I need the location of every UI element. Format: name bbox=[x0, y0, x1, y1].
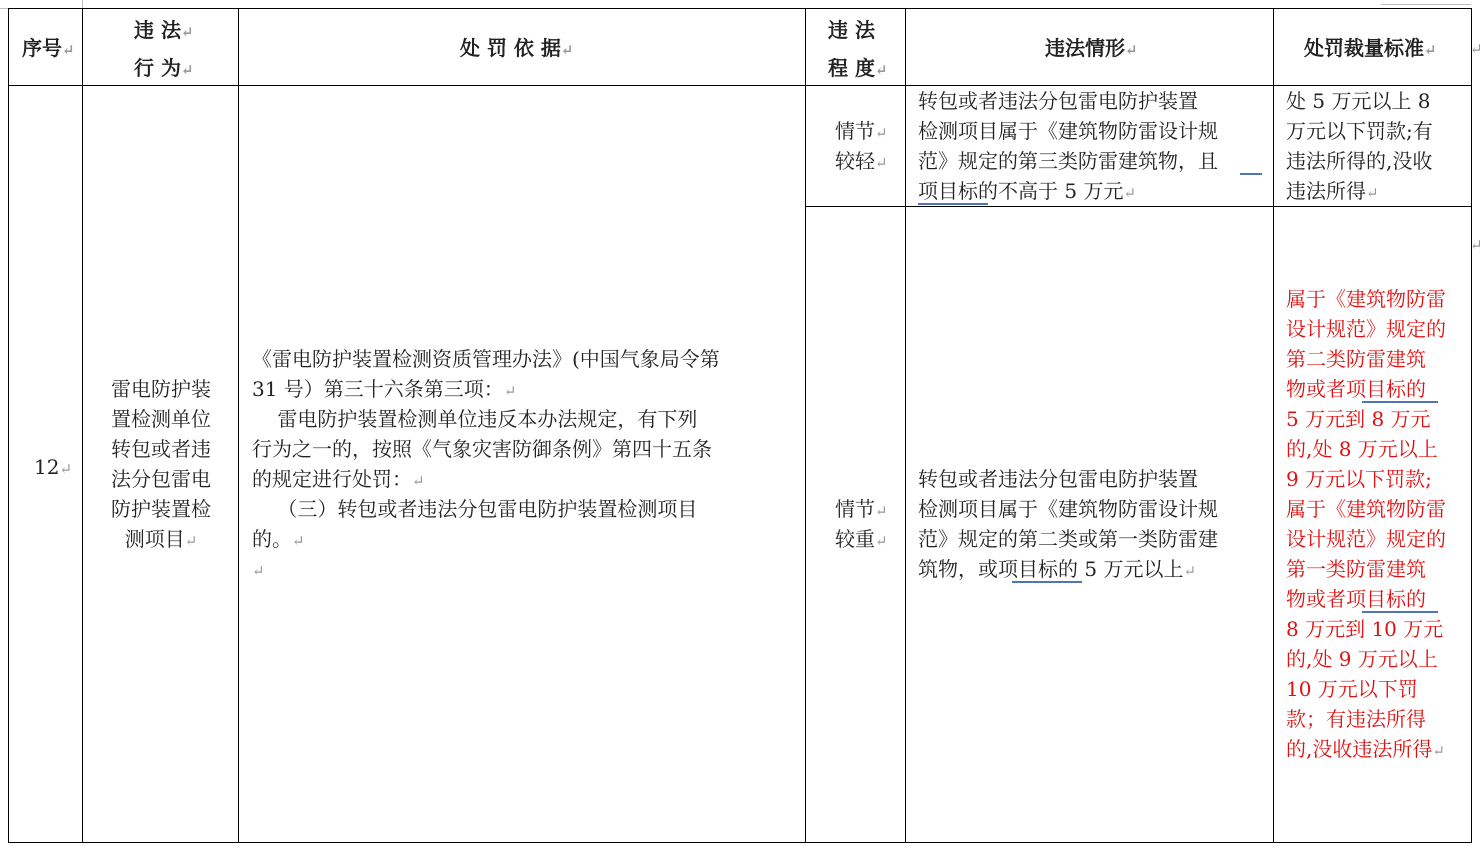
underline-mark bbox=[918, 203, 988, 205]
standard-serious-line: 第一类防雷建筑 bbox=[1286, 557, 1426, 581]
standard-serious-line: 的,处 8 万元以上 bbox=[1286, 437, 1438, 461]
basis-line: （三）转包或者违法分包雷电防护装置检测项目 bbox=[252, 497, 698, 521]
row-act-line: 防护装置检 bbox=[111, 497, 211, 521]
header-seq: 序号↵ bbox=[22, 36, 75, 60]
standard-serious-line: 的,没收违法所得↵ bbox=[1286, 737, 1445, 761]
row-act-line: 法分包雷电 bbox=[111, 467, 211, 491]
row-act-line: 置检测单位 bbox=[111, 407, 211, 431]
header-degree-line1: 违 法 bbox=[828, 18, 875, 42]
row-act-line: 雷电防护装 bbox=[111, 377, 211, 401]
standard-serious-line: 第二类防雷建筑 bbox=[1286, 347, 1426, 371]
standard-serious-line: 8 万元到 10 万元 bbox=[1286, 617, 1444, 641]
degree-serious-line1: 情节↵ bbox=[835, 497, 888, 521]
crop-mark bbox=[82, 0, 83, 8]
basis-line: 的规定进行处罚：↵ bbox=[252, 467, 425, 491]
standard-serious-line: 属于《建筑物防雷 bbox=[1286, 497, 1446, 521]
standard-minor-line: 违法所得↵ bbox=[1286, 179, 1379, 203]
underline-mark bbox=[1362, 401, 1438, 403]
row-end-mark: ↵ bbox=[1470, 236, 1483, 254]
row-end-mark: ↵ bbox=[1470, 40, 1483, 58]
header-act-line1: 违 法↵ bbox=[134, 18, 194, 42]
standard-serious-line: 物或者项目标的 bbox=[1286, 587, 1426, 611]
basis-line: 31 号）第三十六条第三项：↵ bbox=[252, 377, 517, 401]
standard-minor-line: 万元以下罚款;有 bbox=[1286, 119, 1433, 143]
circumstance-serious-line: 检测项目属于《建筑物防雷设计规 bbox=[918, 497, 1218, 521]
standard-serious-line: 款；有违法所得 bbox=[1286, 707, 1426, 731]
standard-serious-line: 10 万元以下罚 bbox=[1286, 677, 1418, 701]
circumstance-serious-line: 筑物，或项目标的 5 万元以上↵ bbox=[918, 557, 1197, 581]
standard-serious-line: 设计规范》规定的 bbox=[1286, 527, 1446, 551]
header-basis: 处 罚 依 据↵ bbox=[460, 36, 574, 60]
degree-minor-line2: 较轻↵ bbox=[835, 149, 888, 173]
circumstance-serious-line: 范》规定的第二类或第一类防雷建 bbox=[918, 527, 1218, 551]
basis-line: 雷电防护装置检测单位违反本办法规定，有下列 bbox=[252, 407, 698, 431]
basis-line: ↵ bbox=[252, 562, 265, 580]
row-act-line: 测项目↵ bbox=[124, 527, 198, 551]
standard-serious-line: 属于《建筑物防雷 bbox=[1286, 287, 1446, 311]
basis-line: 的。↵ bbox=[252, 527, 305, 551]
circumstance-minor-line: 检测项目属于《建筑物防雷设计规 bbox=[918, 119, 1218, 143]
circumstance-minor-line: 项目标的不高于 5 万元↵ bbox=[918, 179, 1137, 203]
header-circumstance: 违法情形↵ bbox=[1045, 36, 1138, 60]
header-act-line2: 行 为↵ bbox=[134, 56, 194, 80]
row-act-line: 转包或者违 bbox=[111, 437, 211, 461]
crop-mark bbox=[0, 8, 8, 9]
header-standard: 处罚裁量标准↵ bbox=[1304, 36, 1437, 60]
basis-line: 行为之一的，按照《气象灾害防御条例》第四十五条 bbox=[252, 437, 712, 461]
degree-serious-line2: 较重↵ bbox=[835, 527, 888, 551]
crop-mark bbox=[1381, 4, 1471, 5]
degree-minor-line1: 情节↵ bbox=[835, 119, 888, 143]
underline-mark bbox=[1012, 581, 1082, 583]
standard-serious-line: 设计规范》规定的 bbox=[1286, 317, 1446, 341]
underline-mark bbox=[1362, 611, 1438, 613]
standard-minor-line: 处 5 万元以上 8 bbox=[1286, 89, 1431, 113]
standard-serious-line: 的,处 9 万元以上 bbox=[1286, 647, 1438, 671]
circumstance-serious-line: 转包或者违法分包雷电防护装置 bbox=[918, 467, 1198, 491]
basis-line: 《雷电防护装置检测资质管理办法》(中国气象局令第 bbox=[252, 347, 720, 371]
standard-serious-line: 5 万元到 8 万元 bbox=[1286, 407, 1431, 431]
row-seq: 12↵ bbox=[34, 455, 73, 479]
circumstance-minor-line: 转包或者违法分包雷电防护装置 bbox=[918, 89, 1198, 113]
standard-serious-line: 9 万元以下罚款; bbox=[1286, 467, 1432, 491]
standard-minor-line: 违法所得的,没收 bbox=[1286, 149, 1433, 173]
circumstance-minor-line: 范》规定的第三类防雷建筑物，且 bbox=[918, 149, 1218, 173]
header-degree-line2: 程 度↵ bbox=[828, 56, 888, 80]
underline-mark bbox=[1240, 173, 1262, 175]
standard-serious-line: 物或者项目标的 bbox=[1286, 377, 1426, 401]
